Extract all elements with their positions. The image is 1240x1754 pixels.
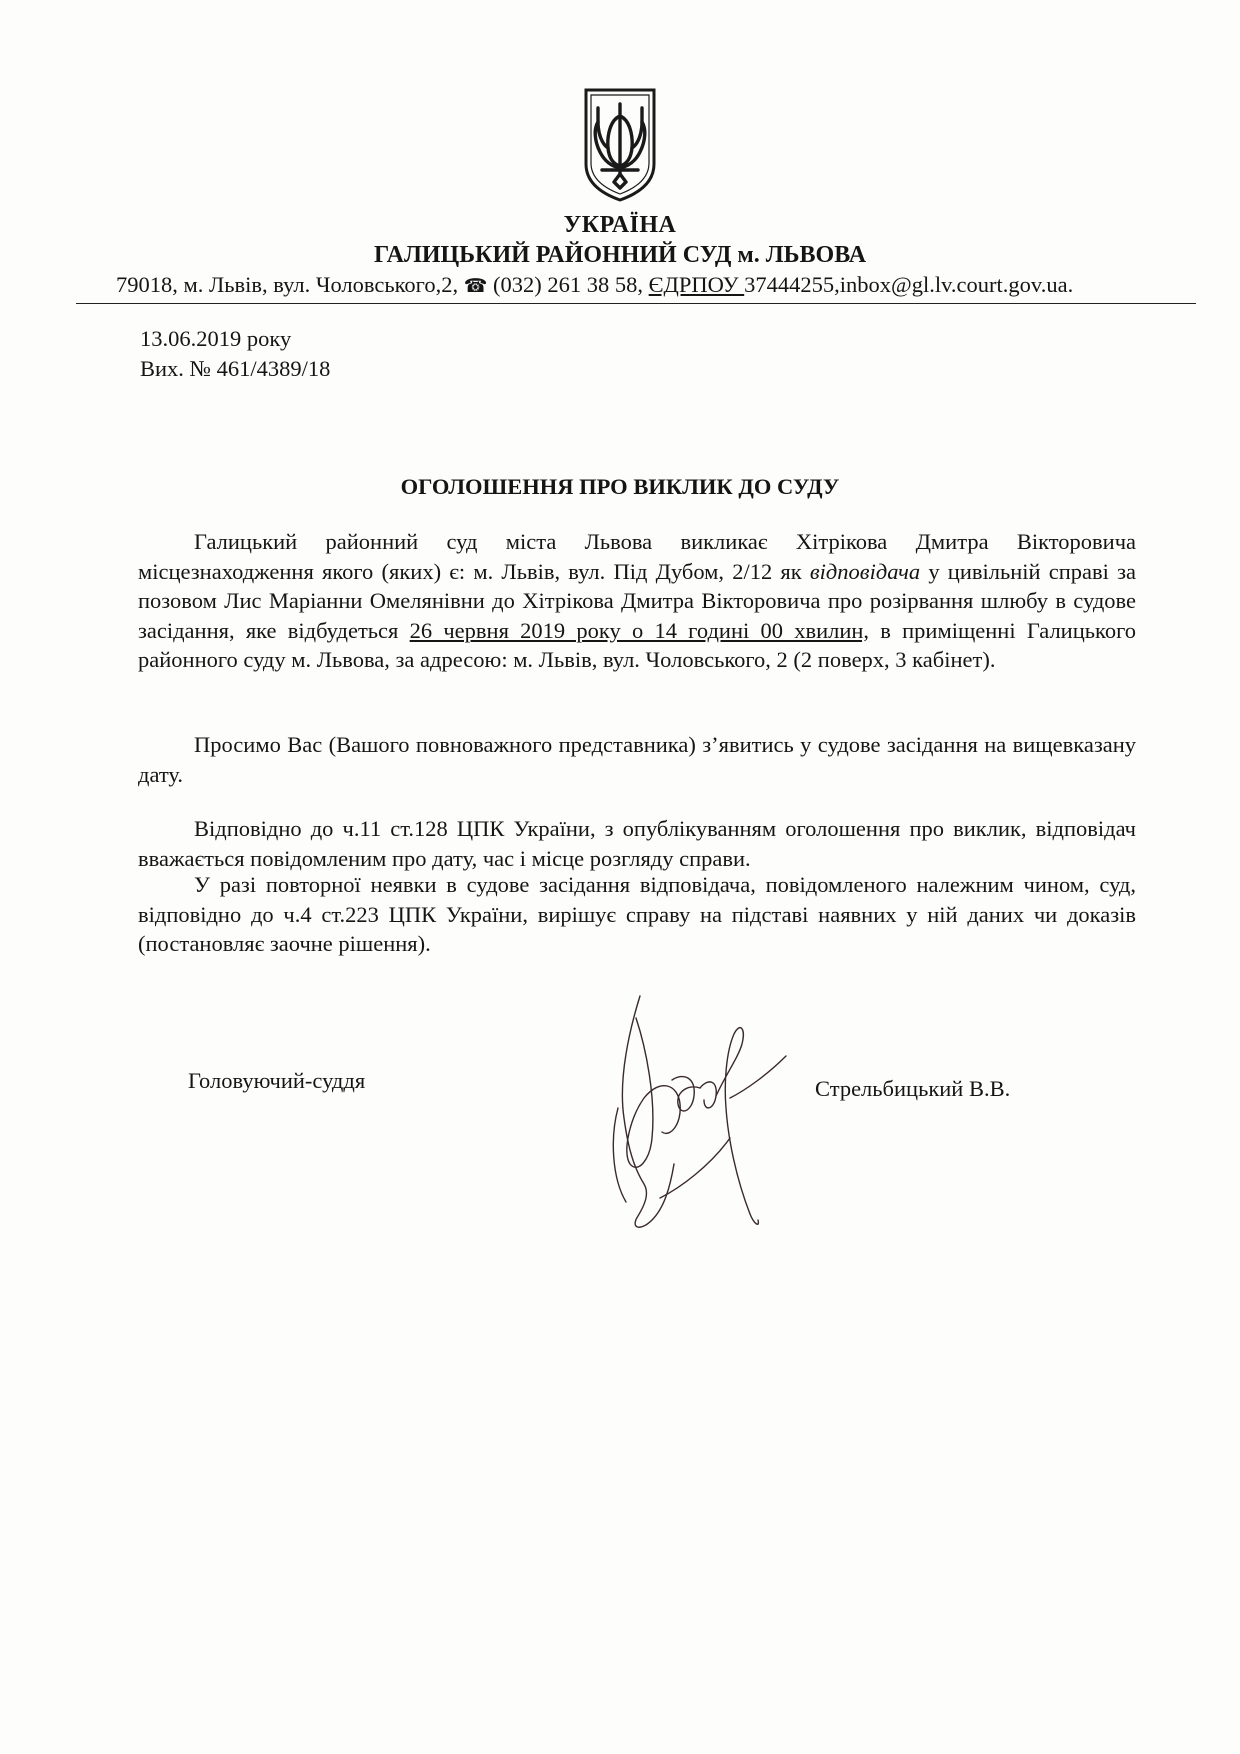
hearing-datetime: 26 червня 2019 року о 14 годині 00 хвилин, (409, 617, 870, 643)
edrpou-label: ЄДРПОУ (648, 272, 745, 297)
default-judgment-paragraph: У разі повторної неявки в судове засідання відповідача, повідомленого належним чином, суд, відповідно до ч.4 ст.223 ЦПК України, вирішує справу на підставі наявних у ній даних чи доказів (постановляє заочне рішення). (138, 872, 1136, 956)
outgoing-number: Вих. № 461/4389/18 (140, 356, 331, 381)
request-paragraph: Просимо Вас (Вашого повноважного представника) з’явитись у судове засідання на вищевказану дату. (138, 732, 1136, 787)
court-contacts-line (116, 272, 1181, 298)
summons-text-a: Галицький районний суд міста Львова викликає Хітрікова Дмитра Вікторовича місцезнаходження якого (яких) є: м. Львів, вул. Під Дубом, 2/12 як (138, 529, 1136, 584)
country-heading: УКРАЇНА (563, 212, 677, 238)
summons-paragraph (138, 527, 1136, 675)
summons-text-b: у цивільній справі за позовом Лис Маріанни Омелянівни до Хітрікова Дмитра Вікторовича про розірвання шлюбу в судове засідання, яке відбудеться (138, 558, 1136, 643)
court-name-heading: ГАЛИЦЬКИЙ РАЙОННИЙ СУД м. ЛЬВОВА (373, 242, 867, 268)
signatory-role: Головуючий-суддя (188, 1068, 366, 1093)
ukraine-coat-of-arms-icon (580, 86, 660, 204)
document-title: ОГОЛОШЕННЯ ПРО ВИКЛИК ДО СУДУ (400, 474, 840, 499)
summons-text-c: в приміщенні Галицького районного суду м. Львова, за адресою: м. Львів, вул. Чоловського, 2 (2 поверх, 3 кабінет). (138, 617, 1136, 672)
notification-paragraph: Відповідно до ч.11 ст.128 ЦПК України, з опублікуванням оголошення про виклик, відповідач вважається повідомленим про дату, час і місце розгляду справи. (138, 816, 1136, 871)
court-address: 79018, м. Львів, вул. Чоловського,2, (116, 272, 464, 297)
court-phone: (032) 261 38 58, (487, 272, 649, 297)
handwritten-signature (600, 988, 800, 1238)
signatory-name: Стрельбицький В.В. (815, 1076, 1011, 1101)
document-date: 13.06.2019 року (140, 326, 292, 351)
header-divider (76, 303, 1196, 304)
defendant-role: відповідача (809, 558, 921, 584)
telephone-icon: ☎ (463, 276, 488, 297)
court-code-email: 37444255,inbox@gl.lv.court.gov.ua. (744, 272, 1074, 297)
